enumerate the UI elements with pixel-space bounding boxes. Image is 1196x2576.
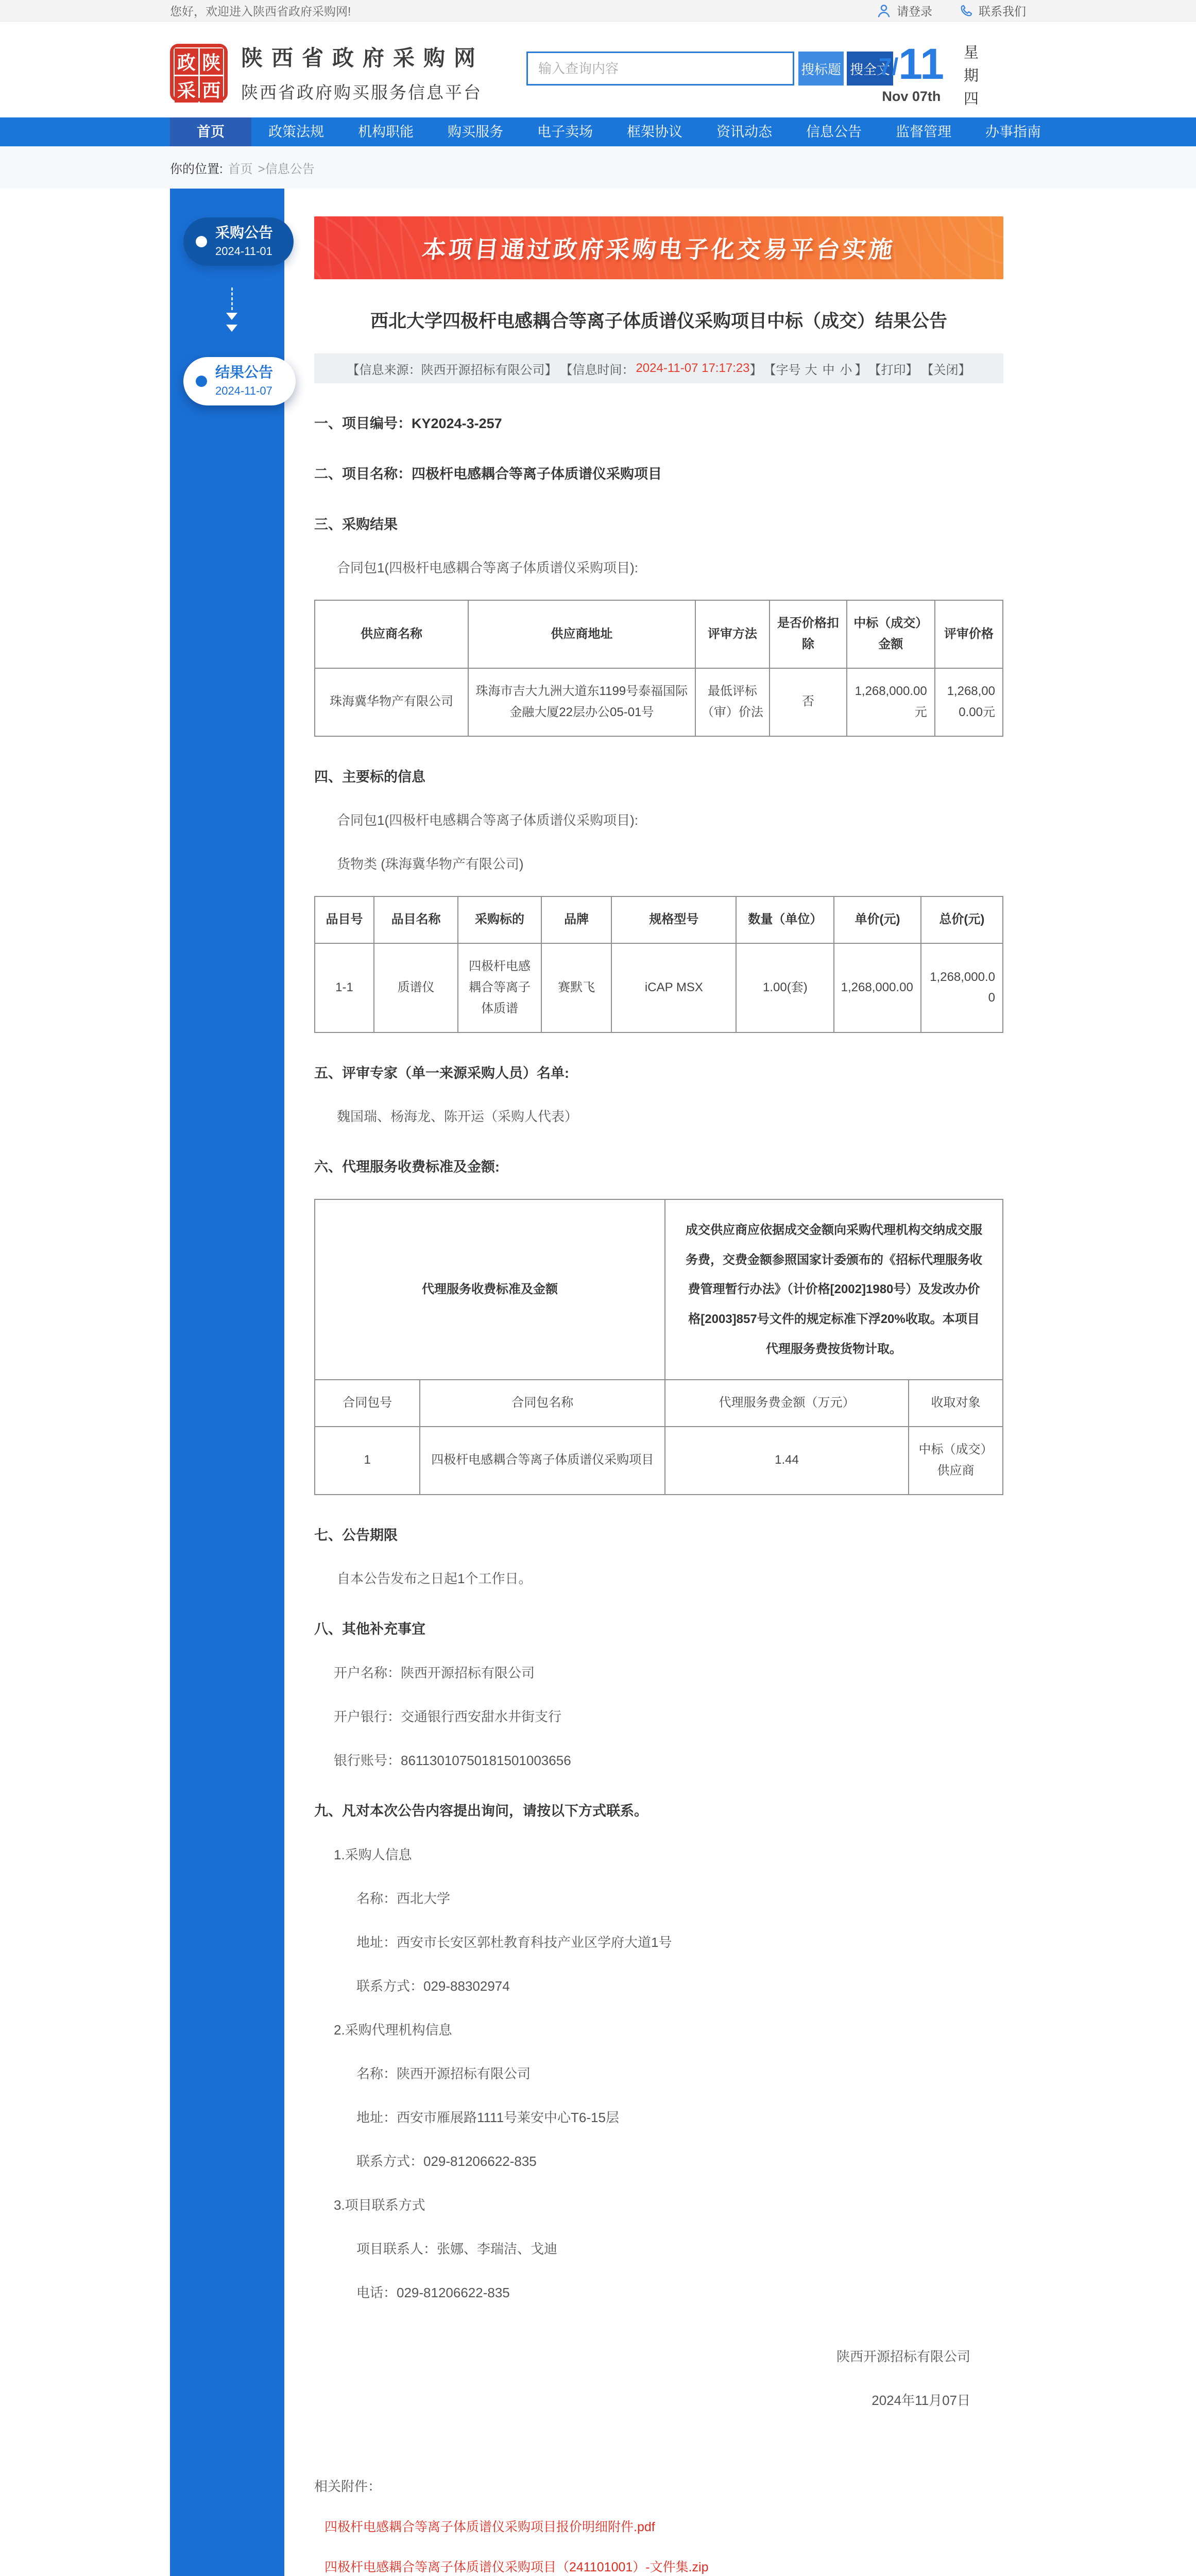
nav-item-announcements[interactable]: 信息公告 <box>806 124 862 140</box>
section-notice-period: 七、公告期限 <box>314 1527 398 1543</box>
project-contact-phone: 电话：029-81206622-835 <box>356 2284 510 2300</box>
contract-package-note: 合同包1(四极杆电感耦合等离子体质谱仪采购项目): <box>337 812 639 828</box>
table-header-row: 供应商名称 供应商地址 评审方法 是否价格扣除 中标（成交）金额 评审价格 <box>315 600 1003 668</box>
timeline-arrow-down-icon <box>170 287 294 337</box>
site-logo: 政 陕 采 西 <box>170 44 228 101</box>
section-contact: 九、凡对本次公告内容提出询问，请按以下方式联系。 <box>314 1803 648 1819</box>
section-other-matters: 八、其他补充事宜 <box>314 1621 425 1637</box>
print-button[interactable]: 【打印】 <box>868 363 918 377</box>
timeline-item-procurement-notice[interactable]: 采购公告 2024-11-01 <box>183 217 294 266</box>
announcement-article <box>284 189 1026 2576</box>
section-project-number: 一、项目编号：KY2024-3-257 <box>314 416 502 431</box>
content <box>170 189 1026 2576</box>
search-title-button[interactable]: 搜标题 <box>798 52 844 86</box>
info-source: 【信息来源：陕西开源招标有限公司】 <box>347 363 557 377</box>
goods-category-note: 货物类 (珠海冀华物产有限公司) <box>337 856 524 872</box>
notice-period-text: 自本公告发布之日起1个工作日。 <box>337 1571 532 1587</box>
nav-item-guide[interactable]: 办事指南 <box>985 124 1041 140</box>
fontsize-large-button[interactable]: 大 <box>805 363 817 377</box>
welcome-text: 您好，欢迎进入陕西省政府采购网! <box>170 5 351 18</box>
timeline-dot-icon <box>196 376 207 387</box>
table-row: 珠海冀华物产有限公司 珠海市吉大九洲大道东1199号泰福国际金融大厦22层办公05-01号 最低评标（审）价法 否 1,268,000.00元 1,268,000.00元 <box>315 668 1003 736</box>
breadcrumb-bar <box>0 146 1196 189</box>
contract-package-note: 合同包1(四极杆电感耦合等离子体质谱仪采购项目): <box>337 560 639 576</box>
section-review-experts: 五、评审专家（单一来源采购人员）名单: <box>314 1065 569 1081</box>
date-day: 11 <box>898 40 944 88</box>
timeline-dot-icon <box>196 236 207 247</box>
site-subtitle: 陕西省政府购买服务信息平台 <box>241 83 482 102</box>
signature-company: 陕西开源招标有限公司 <box>836 2348 970 2364</box>
attachments <box>314 2476 1003 2575</box>
agency-address: 地址：西安市雁展路1111号莱安中心T6-15层 <box>356 2109 619 2125</box>
experts-names: 魏国瑞、杨海龙、陈开运（采购人代表） <box>337 1109 578 1125</box>
date-weekday: 星期四 <box>962 44 978 114</box>
user-icon <box>876 3 892 19</box>
section-agency-fee: 六、代理服务收费标准及金额: <box>314 1159 500 1175</box>
nav-item-news[interactable]: 资讯动态 <box>716 124 772 140</box>
article-title: 西北大学四极杆电感耦合等离子体质谱仪采购项目中标（成交）结果公告 <box>370 311 947 331</box>
signature-block <box>314 2346 1003 2409</box>
nav-item-functions[interactable]: 机构职能 <box>358 124 414 140</box>
table-header-row: 合同包号 合同包名称 代理服务费金额（万元） 收取对象 <box>315 1380 1003 1427</box>
purchaser-name: 名称：西北大学 <box>356 1890 451 1906</box>
breadcrumb-home-link[interactable]: 首页 <box>228 162 253 176</box>
items-table <box>314 896 1003 1032</box>
agency-name: 名称：陕西开源招标有限公司 <box>356 2065 531 2081</box>
info-time-label: 【信息时间： <box>560 363 635 377</box>
nav-item-e-market[interactable]: 电子卖场 <box>537 124 593 140</box>
login-link[interactable]: 请登录 <box>876 2 932 19</box>
close-button[interactable]: 【关闭】 <box>921 363 971 377</box>
date-month: 7/ <box>878 53 899 80</box>
breadcrumb-current: >信息公告 <box>258 162 315 176</box>
attachment-pdf-link[interactable]: 四极杆电感耦合等离子体质谱仪采购项目报价明细附件.pdf <box>324 2519 655 2534</box>
signature-date: 2024年11月07日 <box>872 2392 970 2408</box>
table-header-row: 品目号 品目名称 采购标的 品牌 规格型号 数量（单位） 单价(元) 总价(元) <box>315 896 1003 943</box>
agency-phone: 联系方式：029-81206622-835 <box>356 2153 537 2169</box>
nav-item-supervision[interactable]: 监督管理 <box>896 124 951 140</box>
agency-fee-desc-row: 代理服务收费标准及金额 成交供应商应依据成交金额向采购代理机构交纳成交服务费，交费金额参照国家计委颁布的《招标代理服务收费管理暂行办法》（计价格[2002]1980号）及发改办价格[2003]857号文件的规定标准下浮20%收取。本项目代理服务费按货物计取。 <box>315 1199 1003 1380</box>
site-title: 陕西省政府采购网 <box>241 46 485 70</box>
section-main-subject-info: 四、主要标的信息 <box>314 769 425 785</box>
result-table <box>314 600 1003 736</box>
fontsize-small-button[interactable]: 小 <box>840 363 852 377</box>
phone-icon <box>959 4 973 18</box>
site-header <box>0 22 1196 117</box>
attachment-zip-link[interactable]: 四极杆电感耦合等离子体质谱仪采购项目（241101001）-文件集.zip <box>324 2560 709 2574</box>
timeline-item-result-notice[interactable]: 结果公告 2024-11-07 <box>183 357 296 405</box>
purchaser-info-title: 1.采购人信息 <box>334 1846 412 1862</box>
attachments-label: 相关附件： <box>314 2478 382 2494</box>
topbar <box>0 0 1196 22</box>
timeline-sidebar <box>170 189 284 2576</box>
table-row: 1-1 质谱仪 四极杆电感耦合等离子体质谱 赛默飞 iCAP MSX 1.00(套) 1,268,000.00 1,268,000.00 <box>315 943 1003 1032</box>
platform-banner: 本项目通过政府采购电子化交易平台实施 <box>314 216 1003 279</box>
article-meta: 【信息来源：陕西开源招标有限公司】 【信息时间： 2024-11-07 17:17:23 】 【字号 大 中 小 】 【打印】 【关闭】 <box>314 353 1003 383</box>
section-procurement-result: 三、采购结果 <box>314 516 398 532</box>
section-project-name: 二、项目名称：四极杆电感耦合等离子体质谱仪采购项目 <box>314 466 662 482</box>
nav-item-home[interactable]: 首页 <box>170 117 251 146</box>
nav-item-policies[interactable]: 政策法规 <box>268 124 324 140</box>
breadcrumb-label: 你的位置: <box>170 162 223 176</box>
main-nav <box>0 117 1196 146</box>
info-time-value: 2024-11-07 17:17:23 <box>636 361 750 375</box>
fontsize-medium-button[interactable]: 中 <box>822 363 835 377</box>
account-name: 开户名称：陕西开源招标有限公司 <box>334 1665 535 1681</box>
date-english: Nov 07th <box>882 89 941 104</box>
brand <box>170 41 484 104</box>
account-number: 银行账号：86113010750181501003656 <box>334 1753 571 1769</box>
project-contact-persons: 项目联系人：张娜、李瑞洁、戈迪 <box>356 2241 558 2257</box>
search-bar <box>526 52 893 86</box>
project-contact-title: 3.项目联系方式 <box>334 2197 425 2213</box>
fontsize-label: 【字号 <box>763 363 801 377</box>
purchaser-phone: 联系方式：029-88302974 <box>356 1978 510 1994</box>
search-fulltext-button[interactable]: 搜全文 <box>847 52 893 86</box>
account-bank: 开户银行：交通银行西安甜水井街支行 <box>334 1709 562 1725</box>
agency-info-title: 2.采购代理机构信息 <box>334 2022 452 2038</box>
nav-item-purchase-services[interactable]: 购买服务 <box>448 124 503 140</box>
date-widget <box>879 42 1023 114</box>
search-input[interactable] <box>526 52 794 86</box>
table-row: 1 四极杆电感耦合等离子体质谱仪采购项目 1.44 中标（成交）供应商 <box>315 1427 1003 1495</box>
breadcrumb <box>170 146 1026 189</box>
contact-link[interactable]: 联系我们 <box>959 2 1026 19</box>
purchaser-address: 地址：西安市长安区郭杜教育科技产业区学府大道1号 <box>356 1934 672 1950</box>
nav-item-framework[interactable]: 框架协议 <box>627 124 682 140</box>
agency-fee-table <box>314 1199 1003 1495</box>
